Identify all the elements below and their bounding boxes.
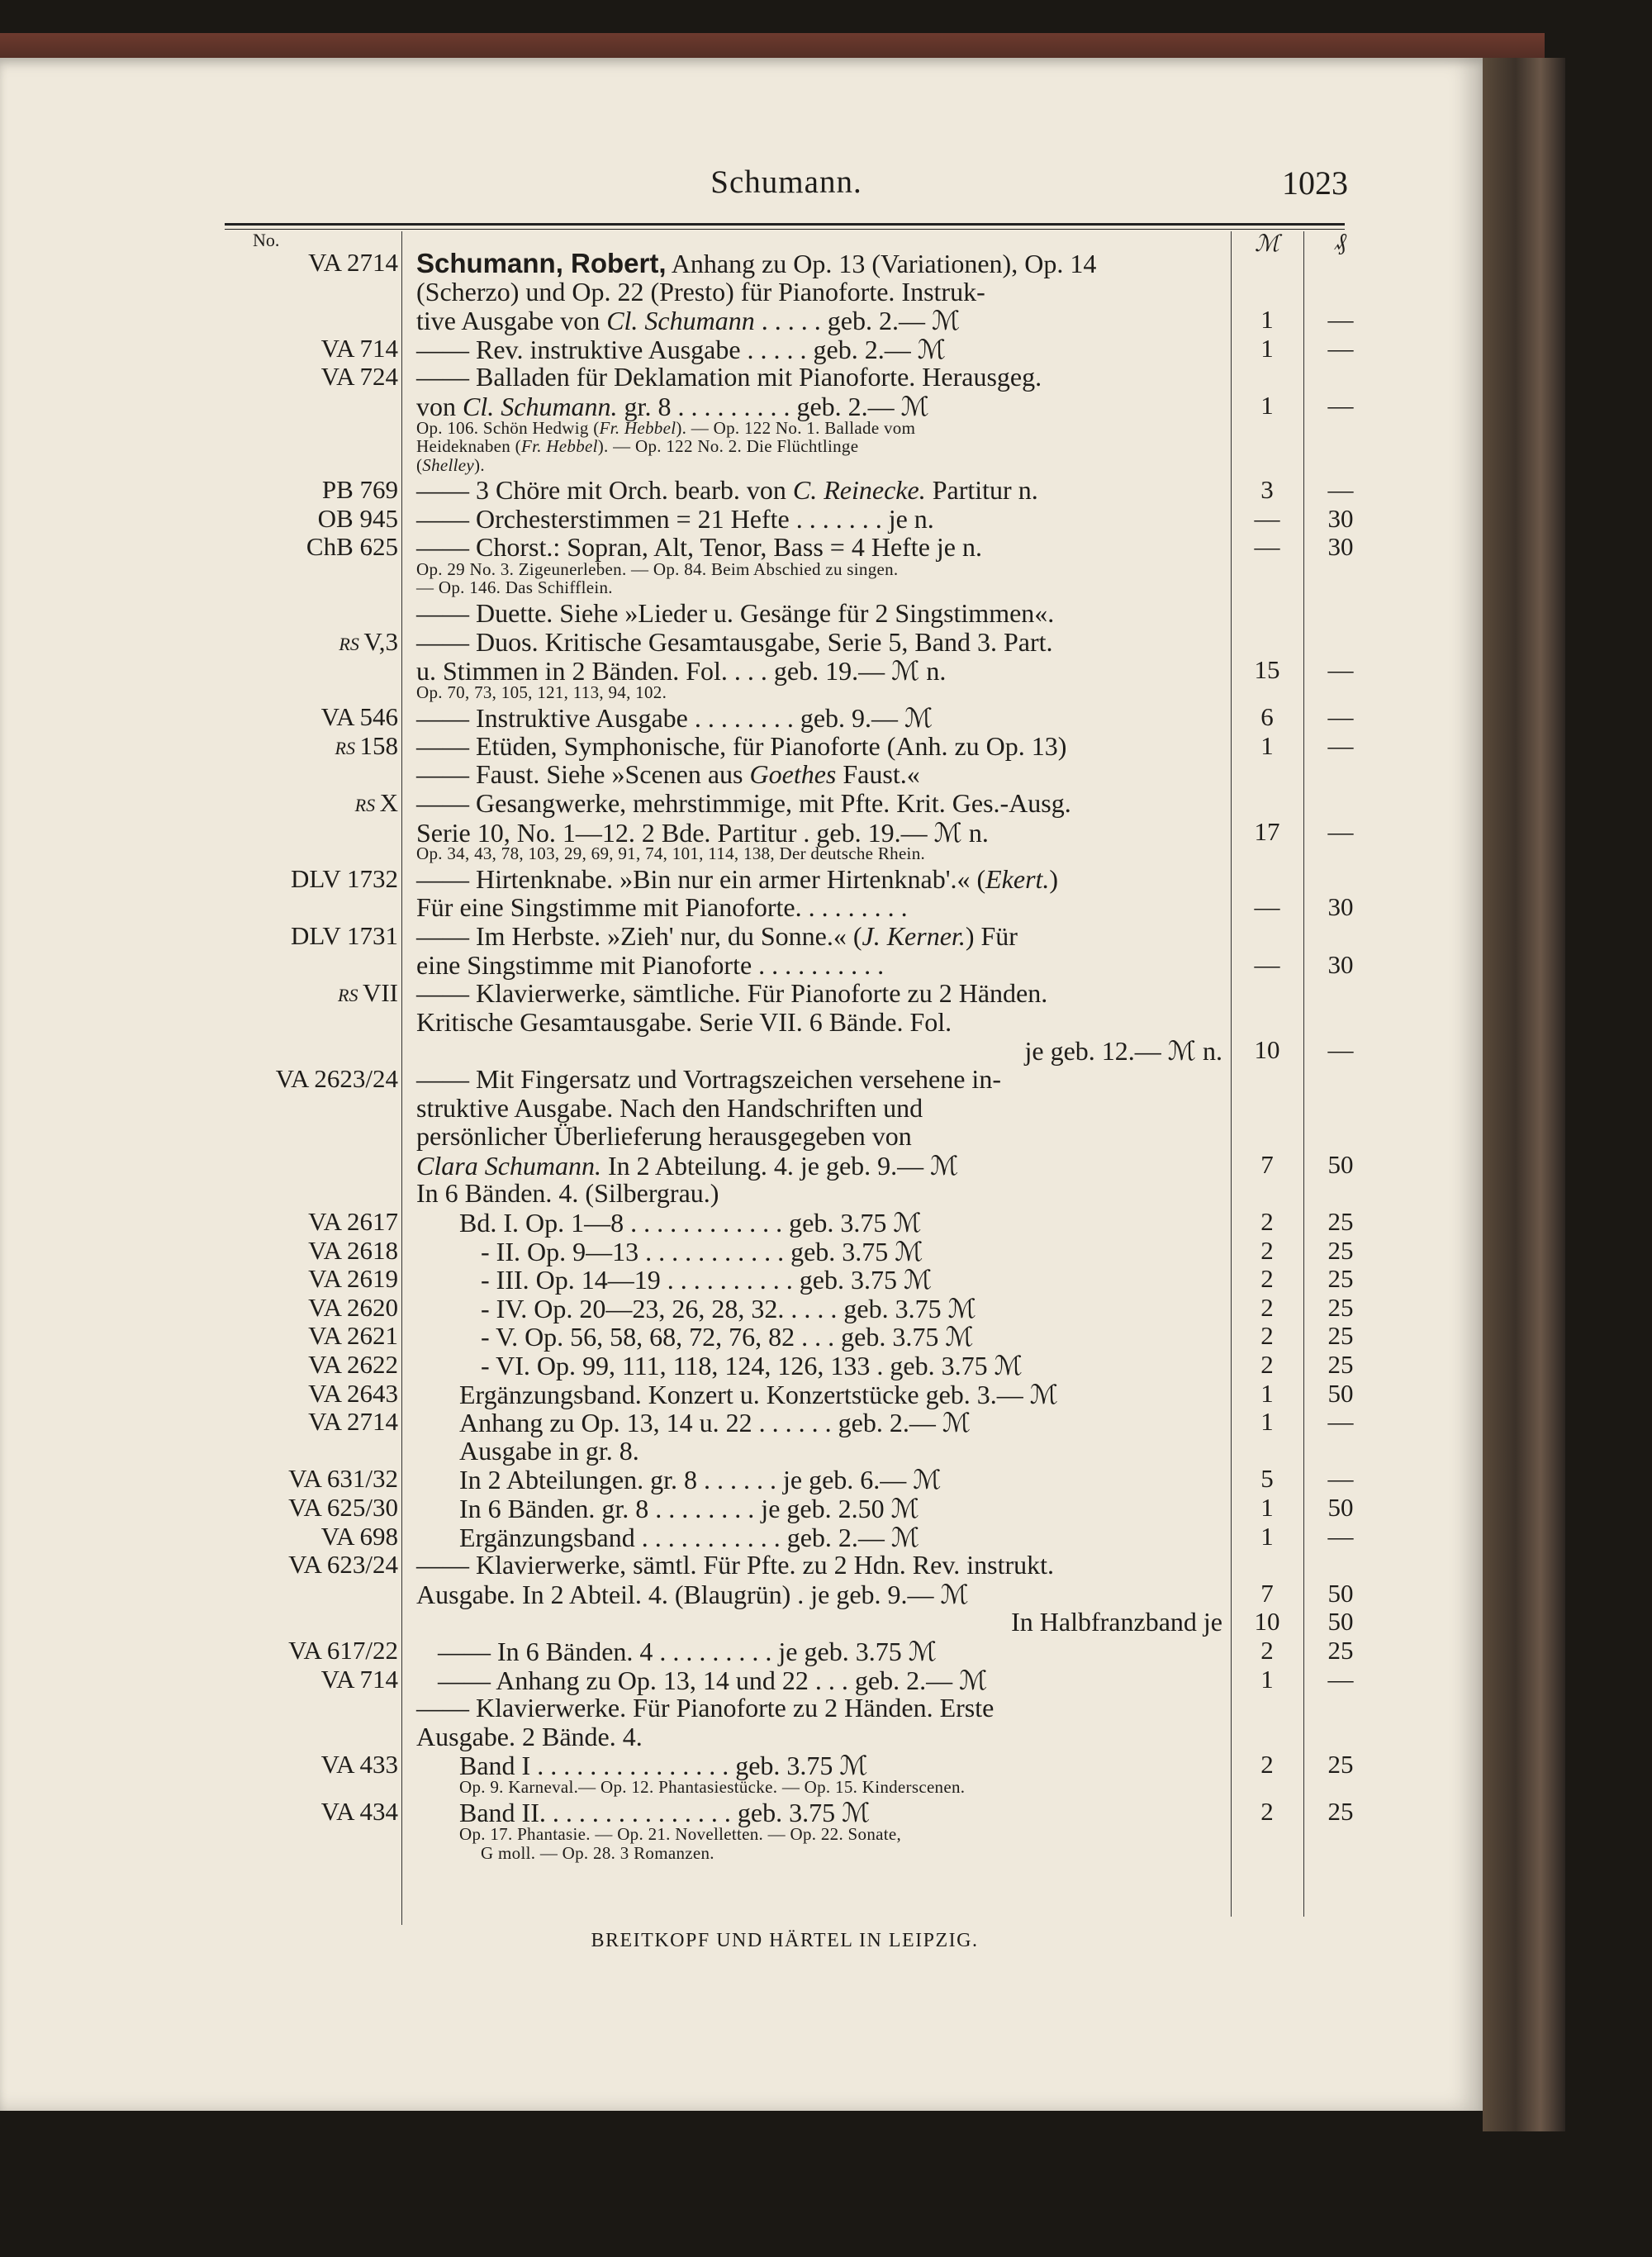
price-pf: 30 bbox=[1327, 503, 1354, 533]
catalog-number: VA 714 bbox=[320, 1664, 398, 1694]
entry-text: —— 3 Chöre mit Orch. bearb. von C. Reinecke. Partitur n. bbox=[416, 475, 1038, 506]
entry-text: u. Stimmen in 2 Bänden. Fol. . . . geb. 19.— ℳ n. bbox=[416, 656, 947, 687]
entry-text: In Halbfranzband je bbox=[1011, 1607, 1222, 1637]
catalog-number: VA 2621 bbox=[308, 1321, 398, 1351]
catalog-number: VA 546 bbox=[320, 702, 398, 732]
price-pf: 25 bbox=[1327, 1349, 1354, 1379]
entry-text: —— Klavierwerke. Für Pianoforte zu 2 Händen. Erste bbox=[416, 1693, 995, 1723]
catalog-number: VA 623/24 bbox=[288, 1550, 398, 1580]
price-pf: — bbox=[1327, 702, 1354, 732]
entry-text: - VI. Op. 99, 111, 118, 124, 126, 133 . geb. 3.75 ℳ bbox=[481, 1350, 1023, 1380]
contents-note: Op. 70, 73, 105, 121, 113, 94, 102. bbox=[416, 682, 667, 702]
price-mark: 2 bbox=[1260, 1321, 1274, 1351]
price-mark: 2 bbox=[1260, 1750, 1274, 1779]
price-mark: 2 bbox=[1260, 1206, 1274, 1236]
catalog-number: VA 2617 bbox=[308, 1206, 398, 1236]
price-mark: 1 bbox=[1260, 1492, 1274, 1522]
entry-text: Bd. I. Op. 1—8 . . . . . . . . . . . . geb. 3.75 ℳ bbox=[459, 1207, 922, 1238]
catalog-number: VA 2618 bbox=[308, 1235, 398, 1265]
price-mark: 1 bbox=[1260, 1407, 1274, 1437]
entry-text: (Scherzo) und Op. 22 (Presto) für Pianoforte. Instruk- bbox=[416, 276, 985, 306]
entry-text: Ergänzungsband . . . . . . . . . . . geb. 2.— ℳ bbox=[459, 1522, 920, 1552]
catalog-number: DLV 1731 bbox=[290, 920, 398, 950]
price-pf: — bbox=[1327, 475, 1354, 505]
entry-text: In 6 Bänden. 4. (Silbergrau.) bbox=[416, 1178, 719, 1209]
entry-text: Band I . . . . . . . . . . . . . . . geb. 3.75 ℳ bbox=[459, 1751, 868, 1781]
entry-text: —— Rev. instruktive Ausgabe . . . . . geb. 2.— ℳ bbox=[416, 334, 946, 364]
entry-text: Kritische Gesamtausgabe. Serie VII. 6 Bände. Fol. bbox=[416, 1006, 952, 1037]
header-rule bbox=[225, 223, 1345, 226]
catalog-table bbox=[225, 230, 1354, 1863]
price-pf: 25 bbox=[1327, 1292, 1354, 1322]
entry-text: - II. Op. 9—13 . . . . . . . . . . . geb. 3.75 ℳ bbox=[481, 1236, 923, 1266]
catalog-number: RS X bbox=[354, 788, 398, 817]
contents-note: Op. 17. Phantasie. — Op. 21. Novelletten. — Op. 22. Sonate, bbox=[459, 1824, 902, 1844]
catalog-number: VA 724 bbox=[320, 362, 398, 392]
price-mark: 1 bbox=[1260, 1521, 1274, 1551]
price-pf: — bbox=[1327, 333, 1354, 363]
price-pf: 25 bbox=[1327, 1321, 1354, 1351]
catalog-number: VA 2643 bbox=[308, 1378, 398, 1408]
catalog-number: RS 158 bbox=[335, 730, 398, 760]
price-mark: 6 bbox=[1260, 702, 1274, 732]
price-mark: — bbox=[1254, 892, 1280, 922]
price-mark: 1 bbox=[1260, 1378, 1274, 1408]
entry-text: —— Instruktive Ausgabe . . . . . . . . geb. 9.— ℳ bbox=[416, 703, 933, 734]
price-pf: 25 bbox=[1327, 1264, 1354, 1294]
entry-text: —— Faust. Siehe »Scenen aus Goethes Faust.« bbox=[416, 759, 920, 790]
entry-text: Band II. . . . . . . . . . . . . . . geb. 3.75 ℳ bbox=[459, 1798, 871, 1828]
price-pf: 50 bbox=[1327, 1492, 1354, 1522]
price-pf: 50 bbox=[1327, 1578, 1354, 1608]
catalog-number: VA 433 bbox=[320, 1750, 398, 1779]
price-pf: — bbox=[1327, 1407, 1354, 1437]
price-mark: 2 bbox=[1260, 1264, 1274, 1294]
catalog-number: VA 631/32 bbox=[288, 1464, 398, 1494]
entry-text: von Cl. Schumann. gr. 8 . . . . . . . . . geb. 2.— ℳ bbox=[416, 392, 929, 421]
column-header-number: No. bbox=[253, 230, 280, 250]
price-mark: 3 bbox=[1260, 475, 1274, 505]
entry-text: —— Gesangwerke, mehrstimmige, mit Pfte. Krit. Ges.-Ausg. bbox=[416, 788, 1071, 818]
entry-text: - III. Op. 14—19 . . . . . . . . . . geb. 3.75 ℳ bbox=[481, 1265, 933, 1295]
price-pf: 50 bbox=[1327, 1378, 1354, 1408]
running-head bbox=[225, 164, 1348, 210]
price-pf: 25 bbox=[1327, 1235, 1354, 1265]
price-pf: — bbox=[1327, 816, 1354, 846]
entry-text: Ausgabe. 2 Bände. 4. bbox=[416, 1721, 643, 1751]
price-pf: 30 bbox=[1327, 892, 1354, 922]
price-mark: 1 bbox=[1260, 305, 1274, 335]
entry-text: —— Chorst.: Sopran, Alt, Tenor, Bass = 4 Hefte je n. bbox=[416, 532, 982, 563]
page-number: 1023 bbox=[1282, 164, 1348, 202]
price-mark: 2 bbox=[1260, 1797, 1274, 1827]
price-pf: — bbox=[1327, 391, 1354, 420]
price-pf: 25 bbox=[1327, 1797, 1354, 1827]
price-pf: — bbox=[1327, 1464, 1354, 1494]
price-mark: 15 bbox=[1254, 655, 1280, 685]
entry-text: —— Anhang zu Op. 13, 14 und 22 . . . geb. 2.— ℳ bbox=[438, 1665, 988, 1695]
entry-text: Serie 10, No. 1—12. 2 Bde. Partitur . geb. 19.— ℳ n. bbox=[416, 817, 989, 848]
price-mark: 1 bbox=[1260, 730, 1274, 760]
entry-text: In 2 Abteilungen. gr. 8 . . . . . . je geb. 6.— ℳ bbox=[459, 1465, 942, 1495]
book-spine bbox=[1483, 58, 1565, 2131]
contents-note: Op. 9. Karneval.— Op. 12. Phantasiestücke. — Op. 15. Kinderscenen. bbox=[459, 1776, 966, 1797]
price-pf: 50 bbox=[1327, 1149, 1354, 1179]
contents-note: Heideknaben (Fr. Hebbel). — Op. 122 No. 2. Die Flüchtlinge bbox=[416, 436, 859, 457]
catalog-number: VA 714 bbox=[320, 333, 398, 363]
price-pf: 25 bbox=[1327, 1206, 1354, 1236]
catalog-number: PB 769 bbox=[321, 475, 398, 505]
catalog-number: VA 2620 bbox=[308, 1292, 398, 1322]
column-header-pf: ₰ bbox=[1335, 230, 1346, 255]
price-pf: — bbox=[1327, 1035, 1354, 1065]
entry-text: Anhang zu Op. 13, 14 u. 22 . . . . . . geb. 2.— ℳ bbox=[459, 1408, 971, 1438]
catalog-number: VA 698 bbox=[320, 1521, 398, 1551]
catalog-number: VA 2619 bbox=[308, 1264, 398, 1294]
catalog-number: RS VII bbox=[338, 978, 398, 1008]
price-pf: — bbox=[1327, 305, 1354, 335]
entry-text: —— Mit Fingersatz und Vortragszeichen versehene in- bbox=[416, 1063, 1001, 1094]
entry-text: Für eine Singstimme mit Pianoforte. . . . . . . . . bbox=[416, 892, 908, 923]
catalog-number: VA 2622 bbox=[308, 1349, 398, 1379]
contents-note: Op. 106. Schön Hedwig (Fr. Hebbel). — Op. 122 No. 1. Ballade vom bbox=[416, 417, 916, 438]
price-mark: — bbox=[1254, 532, 1280, 562]
entry-text: eine Singstimme mit Pianoforte . . . . . . . . . . bbox=[416, 949, 885, 980]
entry-text: —— Klavierwerke, sämtl. Für Pfte. zu 2 Hdn. Rev. instrukt. bbox=[416, 1550, 1055, 1580]
entry-text: —— Balladen für Deklamation mit Pianoforte. Herausgeg. bbox=[416, 362, 1042, 392]
catalog-number: RS V,3 bbox=[339, 626, 398, 656]
entry-text: je geb. 12.— ℳ n. bbox=[1024, 1036, 1222, 1067]
catalog-number: VA 2714 bbox=[308, 1407, 398, 1437]
entry-text: persönlicher Überlieferung herausgegeben von bbox=[416, 1121, 912, 1152]
entry-text: —— Duos. Kritische Gesamtausgabe, Serie 5, Band 3. Part. bbox=[416, 626, 1053, 657]
price-pf: 25 bbox=[1327, 1635, 1354, 1665]
price-pf: — bbox=[1327, 655, 1354, 685]
price-pf: — bbox=[1327, 1664, 1354, 1694]
catalog-number: DLV 1732 bbox=[290, 863, 398, 893]
price-pf: 50 bbox=[1327, 1607, 1354, 1637]
contents-note: G moll. — Op. 28. 3 Romanzen. bbox=[481, 1842, 714, 1863]
entry-text: - IV. Op. 20—23, 26, 28, 32. . . . . geb. 3.75 ℳ bbox=[481, 1293, 976, 1323]
catalog-number: VA 625/30 bbox=[288, 1492, 398, 1522]
price-mark: — bbox=[1254, 949, 1280, 979]
price-mark: 2 bbox=[1260, 1292, 1274, 1322]
price-mark: 1 bbox=[1260, 1664, 1274, 1694]
price-mark: — bbox=[1254, 503, 1280, 533]
page-title: Schumann. bbox=[710, 164, 862, 200]
entry-text: struktive Ausgabe. Nach den Handschriften und bbox=[416, 1092, 923, 1123]
entry-text: —— Hirtenknabe. »Bin nur ein armer Hirtenknab'.« (Ekert.) bbox=[416, 863, 1059, 894]
column-header-mark: ℳ bbox=[1255, 231, 1279, 257]
price-mark: 2 bbox=[1260, 1235, 1274, 1265]
price-mark: 1 bbox=[1260, 333, 1274, 363]
price-mark: 5 bbox=[1260, 1464, 1274, 1494]
entry-text: - V. Op. 56, 58, 68, 72, 76, 82 . . . geb. 3.75 ℳ bbox=[481, 1322, 974, 1352]
catalog-number: VA 434 bbox=[320, 1797, 398, 1827]
catalog-number: ChB 625 bbox=[306, 532, 398, 562]
price-pf: 25 bbox=[1327, 1750, 1354, 1779]
price-mark: 7 bbox=[1260, 1578, 1274, 1608]
price-mark: 7 bbox=[1260, 1149, 1274, 1179]
price-mark: 10 bbox=[1254, 1035, 1280, 1065]
entry-text: Ergänzungsband. Konzert u. Konzertstücke geb. 3.— ℳ bbox=[459, 1379, 1058, 1409]
publisher-footer: BREITKOPF UND HÄRTEL IN LEIPZIG. bbox=[591, 1930, 979, 1951]
price-pf: — bbox=[1327, 730, 1354, 760]
price-pf: — bbox=[1327, 1521, 1354, 1551]
entry-text: Ausgabe. In 2 Abteil. 4. (Blaugrün) . je geb. 9.— ℳ bbox=[416, 1579, 969, 1609]
entry-text: —— Etüden, Symphonische, für Pianoforte (Anh. zu Op. 13) bbox=[416, 730, 1067, 761]
entry-text: Clara Schumann. In 2 Abteilung. 4. je geb. 9.— ℳ bbox=[416, 1150, 959, 1181]
contents-note: Op. 29 No. 3. Zigeunerleben. — Op. 84. Beim Abschied zu singen. bbox=[416, 558, 899, 579]
entry-text: —— Orchesterstimmen = 21 Hefte . . . . . . . je n. bbox=[416, 503, 934, 534]
contents-note: — Op. 146. Das Schifflein. bbox=[416, 577, 613, 598]
entry-text: —— Klavierwerke, sämtliche. Für Pianoforte zu 2 Händen. bbox=[416, 978, 1048, 1009]
entry-text: —— In 6 Bänden. 4 . . . . . . . . . je geb. 3.75 ℳ bbox=[438, 1636, 937, 1666]
price-mark: 17 bbox=[1254, 816, 1280, 846]
entry-text: tive Ausgabe von Cl. Schumann . . . . . geb. 2.— ℳ bbox=[416, 306, 961, 336]
entry-text: —— Duette. Siehe »Lieder u. Gesänge für 2 Singstimmen«. bbox=[416, 597, 1055, 628]
price-mark: 2 bbox=[1260, 1349, 1274, 1379]
catalog-number: OB 945 bbox=[317, 503, 398, 533]
price-pf: 30 bbox=[1327, 532, 1354, 562]
catalog-number: VA 2714 bbox=[308, 248, 398, 277]
catalog-number: VA 617/22 bbox=[288, 1635, 398, 1665]
entry-text: Ausgabe in gr. 8. bbox=[459, 1435, 639, 1466]
entry-text: Schumann, Robert, Anhang zu Op. 13 (Variationen), Op. 14 bbox=[416, 248, 1097, 278]
contents-note: Op. 34, 43, 78, 103, 29, 69, 91, 74, 101, 114, 138, Der deutsche Rhein. bbox=[416, 843, 926, 864]
contents-note: (Shelley). bbox=[416, 454, 485, 475]
entry-text: —— Im Herbste. »Zieh' nur, du Sonne.« (J. Kerner.) Für bbox=[416, 920, 1018, 951]
catalog-number: VA 2623/24 bbox=[275, 1063, 398, 1093]
entry-text: In 6 Bänden. gr. 8 . . . . . . . . je geb. 2.50 ℳ bbox=[459, 1493, 919, 1523]
price-mark: 10 bbox=[1254, 1607, 1280, 1637]
price-mark: 2 bbox=[1260, 1635, 1274, 1665]
price-mark: 1 bbox=[1260, 391, 1274, 420]
price-pf: 30 bbox=[1327, 949, 1354, 979]
